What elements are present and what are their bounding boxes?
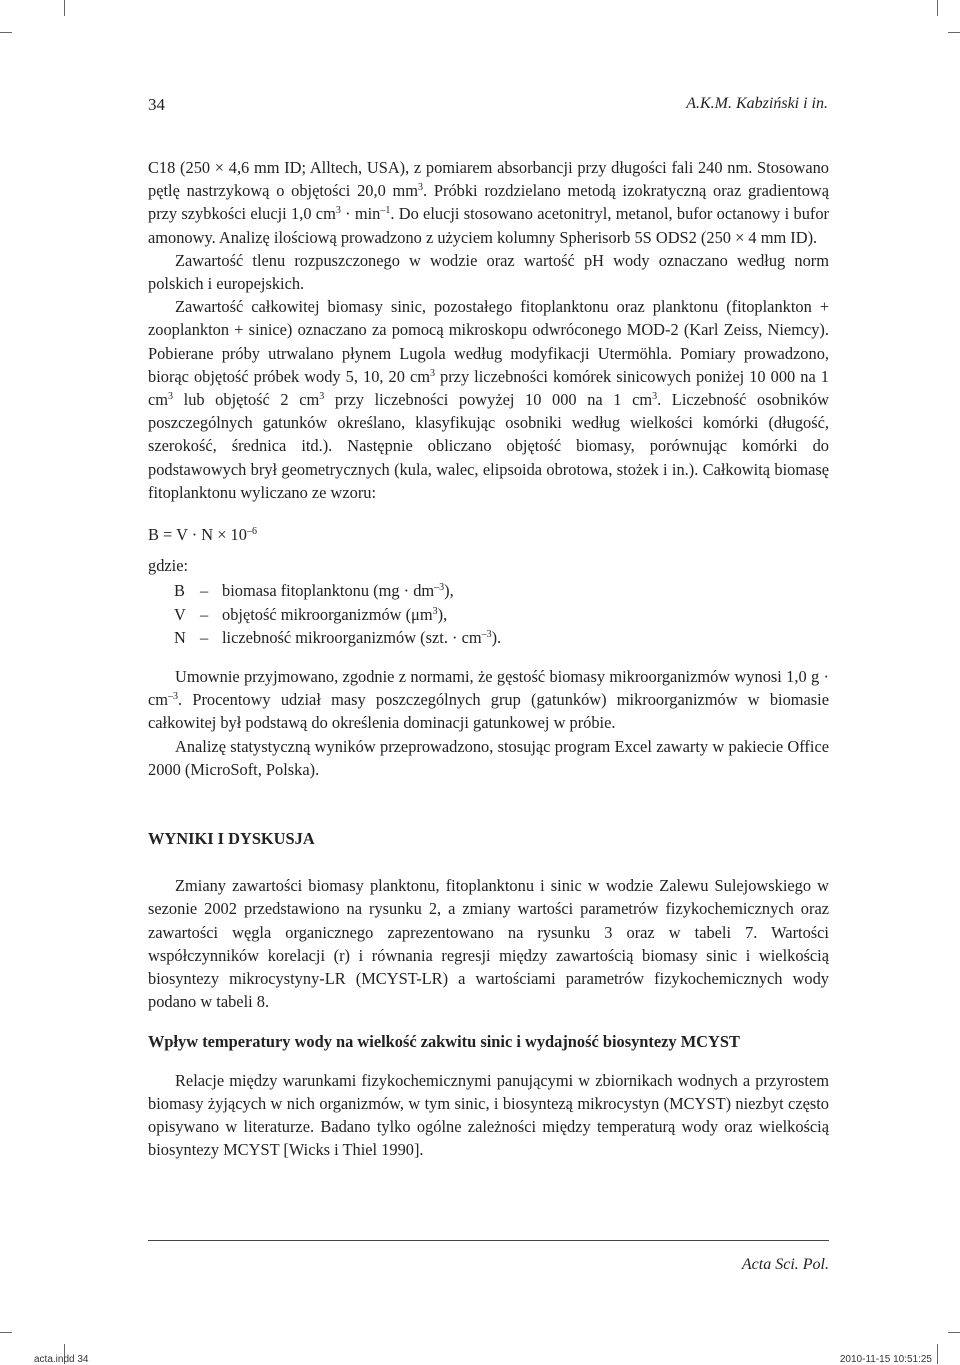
- page-number: 34: [148, 95, 165, 114]
- crop-mark: [64, 0, 65, 16]
- crop-mark: [948, 32, 960, 33]
- crop-mark: [0, 1332, 12, 1333]
- definition-n: N – liczebność mikroorganizmów (szt. · $cm^{-3}$).: [174, 627, 502, 647]
- paragraph-density: Umownie przyjmowano, zgodnie z normami, że gęstość biomasy mikroorganizmów wynosi 1,0 $g \cdot cm^{-3}$. Procentowy udział masy poszczególnych grup (gatunków) mikroorganizmów w biomasie całkowitej był podstawą do określenia dominacji gatunkowej w próbie.: [148, 667, 829, 733]
- file-label: acta.indd 34: [34, 1354, 89, 1365]
- paragraph-statistics: Analizę statystyczną wyników przeprowadzono, stosując program Excel zawarty w pakiecie Office 2000 (MicroSoft, Polska).: [148, 736, 829, 779]
- paragraph-relations: Relacje między warunkami fizykochemicznymi panującymi w zbiornikach wodnych a przyrostem biomasy żyjących w nich organizmów, w tym sinic, i biosyntezą mikrocystyn (MCYST) niezbyt często opisywano w literaturze. Badano tylko ogólne zależności między temperaturą wody oraz wielkością biosyntezy MCYST [Wicks i Thiel 1990].: [148, 1070, 829, 1160]
- paragraph-oxygen: Zawartość tlenu rozpuszczonego w wodzie oraz wartość pH wody oznaczano według norm polskich i europejskich.: [148, 250, 829, 294]
- footer-rule: [148, 1240, 829, 1241]
- section-title: WYNIKI I DYSKUSJA: [148, 829, 315, 849]
- definition-b: B – biomasa fitoplanktonu $(mg \cdot dm^{-3})$,: [174, 581, 454, 601]
- body-text: [148, 156, 829, 1162]
- subsection-title: Wpływ temperatury wody na wielkość zakwitu sinic i wydajność biosyntezy MCYST: [148, 1031, 740, 1051]
- paragraph-biomass: Zawartość całkowitej biomasy sinic, pozostałego fitoplanktonu oraz planktonu (fitoplankton + zooplankton + sinice) oznaczano za pomocą mikroskopu odwróconego MOD-2 (Karl Zeiss, Niemcy). Pobierane próby utrwalano płynem Lugola według modyfikacji Utermöhla. Pomiary prowadzono, biorąc objętość próbek wody 5, 10, 20 $cm^3$ przy liczebności komórek sinicowych poniżej 10 000 na 1 $cm^3$ lub objętość 2 $cm^3$ przy liczebności powyżej 10 000 na 1 $cm^3$. Liczebność osobników poszczególnych gatunków określano, klasyfikując osobniki według wielkości komórki (długość, szerokość, średnica itd.). Następnie obliczano objętość biomasy, porównując komórki do podstawowych brył geometrycznych (kula, walec, elipsoida obrotowa, stożek i in.). Całkowitą biomasę fitoplanktonu wyliczano ze wzoru:: [148, 297, 829, 502]
- crop-mark: [0, 32, 12, 33]
- definitions-list: [174, 579, 829, 649]
- running-header-authors: A.K.M. Kabziński i in.: [686, 95, 828, 112]
- print-timestamp: 2010-11-15 10:51:25: [839, 1354, 932, 1365]
- crop-mark: [937, 1344, 938, 1364]
- paragraph-results: Zmiany zawartości biomasy planktonu, fitoplanktonu i sinic w wodzie Zalewu Sulejowskiego w sezonie 2002 przedstawiono na rysunku 2, a zmiany wartości parametrów fizykochemicznych oraz zawartości węgla organicznego zaprezentowano na rysunku 3 oraz w tabeli 7. Wartości współczynników korelacji (r) i równania regresji między zawartością biomasy sinic i wielkością biosyntezy mikrocystyny-LR (MCYST-LR) a wartościami parametrów fizykochemicznych wody podano w tabeli 8.: [148, 876, 829, 1012]
- definition-v: V – objętość mikroorganizmów $(\mu m^3)$,: [174, 604, 448, 624]
- journal-name: Acta Sci. Pol.: [741, 1256, 829, 1273]
- crop-mark: [948, 1332, 960, 1333]
- where-label: gdzie:: [148, 556, 189, 576]
- paragraph-method-hplc: C18 (250 × 4,6 mm ID; Alltech, USA), z pomiarem absorbancji przy długości fali 240 nm. Stosowano pętlę nastrzykową o objętości 20,0 $mm^3$. Próbki rozdzielano metodą izokratyczną oraz gradientową przy szybkości elucji 1,0 $cm^3 \cdot \min^{-1}$. Do elucji stosowano acetonitryl, metanol, bufor octanowy i bufor amonowy. Analizę ilościową prowadzono z użyciem kolumny Spherisorb 5S ODS2 (250 × 4 mm ID).: [148, 158, 830, 247]
- crop-mark: [937, 0, 938, 16]
- formula: $B = V \cdot N \times 10^{-6}$: [148, 525, 257, 545]
